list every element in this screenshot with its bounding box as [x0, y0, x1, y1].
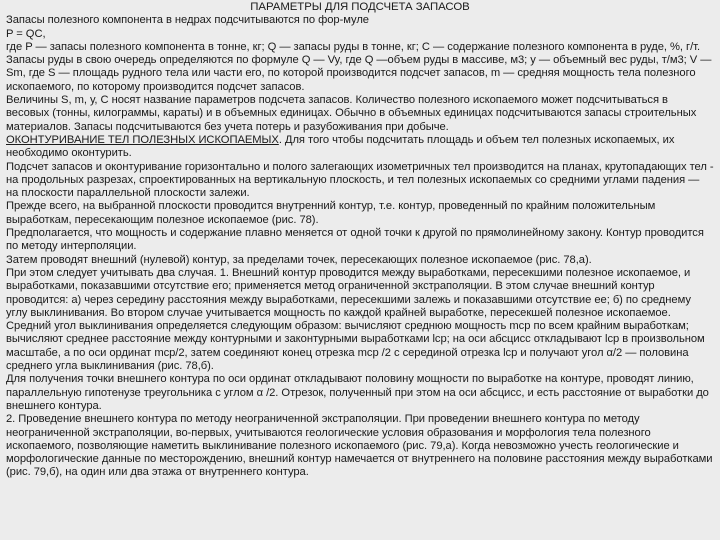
paragraph-contouring: [6, 134, 714, 161]
paragraph-formula-intro: Запасы полезного компонента в недрах подсчитываются по фор-муле: [6, 14, 369, 27]
paragraph-ore-volume: Запасы руды в свою очередь определяются по формуле Q — Vy, где Q —объем руды в массиве, м3; у — объемный вес руды, т/м3; V — Sm, где S — площадь рудного тела или части его, по которой производится подсчет запасов, m — средняя мощность тела полезного ископаемого, по которому производится подсчет запасов.: [6, 54, 712, 93]
paragraph-parameters: Величины S, m, у, C носят название параметров подсчета запасов. Количество полезного ископаемого может подсчитываться в весовых (тонны, килограммы, караты) и в объемных единицах. Обычно в объемных единицах подсчитываются запасы строительных материалов. Запасы подсчитываются без учета потерь и разубоживания при добыче.: [6, 94, 697, 133]
section-heading-contouring: ОКОНТУРИВАНИЕ ТЕЛ ПОЛЕЗНЫХ ИСКОПАЕМЫХ: [6, 133, 279, 146]
paragraph-inner-contour: Прежде всего, на выбранной плоскости проводится внутренний контур, т.е. контур, проведенный по крайним положительным выработкам, пересекающим полезное ископаемое (рис. 78).: [6, 200, 656, 226]
paragraph-interpolation: Предполагается, что мощность и содержание плавно меняется от одной точки к другой по прямолинейному закону. Контур проводится по методу интерполяции.: [6, 227, 704, 253]
page-title: ПАРАМЕТРЫ ДЛЯ ПОДСЧЕТА ЗАПАСОВ: [250, 1, 470, 13]
paragraph-formula-legend: где P — запасы полезного компонента в тонне, кг; Q — запасы руды в тонне, кг; C — содержание полезного компонента в руде, %, г/т.: [6, 40, 701, 53]
paragraph-outer-contour: Затем проводят внешний (нулевой) контур, за пределами точек, пересекающих полезное ископаемое (рис. 78,а).: [6, 253, 592, 266]
paragraph-formula: P = QC,: [6, 27, 46, 40]
paragraph-planes: Подсчет запасов и оконтуривание горизонтально и полого залегающих изометричных тел производится на планах, крутопадающих тел - на продольных разрезах, спроектированных на вертикальную плоскость, и тел полезных ископаемых со средними углами падения — на плоскости параллельной плоскости залежи.: [6, 160, 714, 200]
paragraph-contouring-text: . Для того чтобы подсчитать площадь и объем тел полезных ископаемых, их необходимо оконтурить.: [6, 133, 675, 160]
paragraph-unlimited-extrapolation: 2. Проведение внешнего контура по методу неограниченной экстраполяции. При проведении внешнего контура по методу неограниченной экстраполяции, во-первых, учитываются геологические условия образования и морфология тела полезного ископаемого, позволяющие наметить выклинивание полезного ископаемого (рис. 79,а). Когда невозможно учесть геологические и морфологические данные по месторождению, внешний контур намечается от внутреннего на половине расстояния между выработками (рис. 79,б), на один или два этажа от внутреннего контура.: [6, 413, 713, 479]
paragraph-limited-extrapolation: При этом следует учитывать два случая. 1. Внешний контур проводится между выработками, пересекшими полезное ископаемое, и выработками, показавшими отсутствие его; применяется метод ограниченной экстраполяции. В этом случае внешний контур проводится: а) через середину расстояния между выработками, пересекшими залежь и показавшими отсутствие ее; б) по среднему углу выклинивания. Во втором случае учитывается мощность по каждой крайней выработке, пересекшей полезное ископаемое. Средний угол выклинивания определяется следующим образом: вычисляют среднюю мощность mср по всем крайним выработкам; вычисляют среднее расстояние между контурными и законтурными выработками lср; на оси абсцисс откладывают lср в произвольном масштабе, а по оси ординат mср/2, затем соединяют конец отрезка mср /2 с серединой отрезка lср и получают угол α/2 — половина среднего угла выклинивания (рис. 78,б).: [6, 266, 705, 373]
paragraph-outer-point: Для получения точки внешнего контура по оси ординат откладывают половину мощности по выработке на контуре, проводят линию, параллельную гипотенузе треугольника с углом α /2. Отрезок, полученный при этом на оси абсцисс, и есть расстояние от выработки до внешнего контура.: [6, 373, 709, 412]
